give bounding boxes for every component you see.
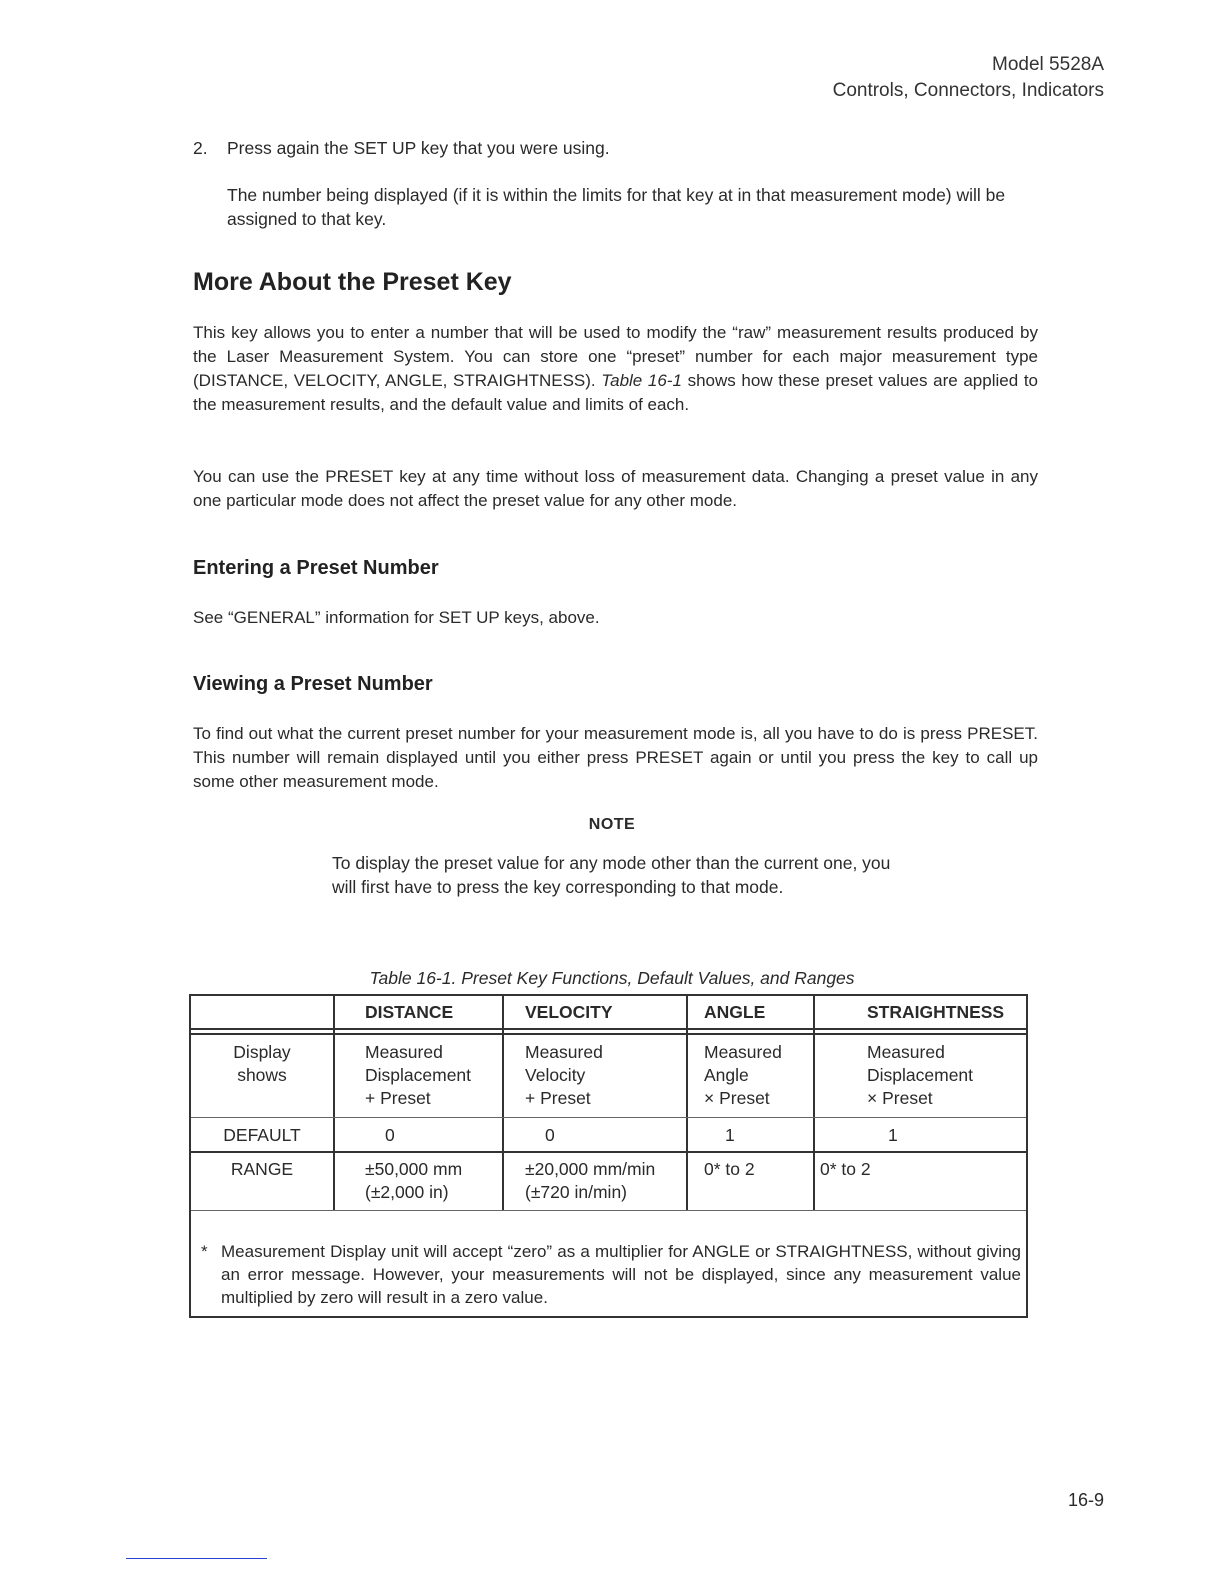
cell-range-straightness: 0* to 2	[820, 1159, 871, 1179]
note-body: To display the preset value for any mode other than the current one, you will first have to press the key corresponding to that mode.	[332, 853, 891, 897]
row-label-range: RANGE	[230, 1159, 294, 1179]
footnote-text: Measurement Display unit will accept “zero” as a multiplier for ANGLE or STRAIGHTNESS, without giving an error message. However, your measurements will not be displayed, since any measurement value multiplied by zero will result in a zero value.	[221, 1242, 1021, 1307]
cell-display-angle	[704, 1041, 782, 1110]
row-rule	[191, 1117, 1026, 1118]
step-text: Press again the SET UP key that you were using.	[227, 138, 610, 158]
cell-line: Displacement	[365, 1065, 472, 1085]
cell-range-velocity	[525, 1158, 655, 1204]
viewing-preset-text: To find out what the current preset number for your measurement mode is, all you have to do is press PRESET. This number will remain displayed until you either press PRESET again or until you press the key to call up some other measurement mode.	[193, 724, 1038, 791]
preset-anytime-paragraph: You can use the PRESET key at any time without loss of measurement data. Changing a preset value in any one particular mode does not affect the preset value for any other mode.	[193, 467, 1038, 510]
preset-table	[189, 994, 1028, 1318]
cell-line: ±20,000 mm/min	[525, 1159, 656, 1179]
section-label: Controls, Connectors, Indicators	[832, 80, 1104, 101]
row-label-default: DEFAULT	[223, 1125, 301, 1145]
step-2-detail: The number being displayed (if it is within the limits for that key at in that measurement mode) will be assigned to that key.	[227, 185, 1006, 229]
cell-range-distance	[365, 1158, 462, 1204]
cell-display-distance	[365, 1041, 471, 1110]
cell-line: × Preset	[704, 1088, 770, 1108]
table-caption: Table 16-1. Preset Key Functions, Default Values, and Ranges	[369, 968, 855, 988]
entering-preset-heading: Entering a Preset Number	[193, 557, 439, 579]
section-title: More About the Preset Key	[193, 268, 512, 296]
cell-display-velocity	[525, 1041, 603, 1110]
entering-preset-text: See “GENERAL” information for SET UP keys, above.	[193, 608, 600, 627]
cell-line: Measured	[525, 1042, 603, 1062]
footnote-mark: *	[201, 1242, 208, 1261]
header-distance: DISTANCE	[365, 1002, 454, 1022]
cell-line: Measured	[704, 1042, 782, 1062]
intro-paragraph	[193, 321, 1038, 417]
cell-line: ±50,000 mm	[365, 1159, 463, 1179]
row-label-display	[191, 1041, 333, 1087]
cell-default-distance: 0	[385, 1125, 395, 1145]
cell-display-straightness	[867, 1041, 973, 1110]
label-line: shows	[237, 1065, 287, 1085]
header-angle: ANGLE	[704, 1002, 766, 1022]
cell-line: (±720 in/min)	[525, 1182, 628, 1202]
header-velocity: VELOCITY	[525, 1002, 613, 1022]
cell-line: × Preset	[867, 1088, 933, 1108]
label-line: Display	[233, 1042, 291, 1062]
cell-default-velocity: 0	[545, 1125, 555, 1145]
header-rule	[191, 1028, 1026, 1030]
cell-line: Angle	[704, 1065, 749, 1085]
page-number: 16-9	[1067, 1490, 1104, 1510]
intro-text-2: shows how these preset values are applied to the measurement results, and the default value and limits of each.	[193, 371, 1038, 414]
cell-line: (±2,000 in)	[365, 1182, 449, 1202]
cell-default-straightness: 1	[888, 1125, 898, 1145]
header-rule	[191, 1033, 1026, 1035]
cell-line: Measured	[867, 1042, 945, 1062]
bottom-rule	[126, 1558, 267, 1559]
intro-text-1: This key allows you to enter a number that will be used to modify the “raw” measurement results produced by the Laser Measurement System. You can store one “preset” number for each major measurement type (DISTANCE, VELOCITY, ANGLE, STRAIGHTNESS).	[193, 323, 1038, 390]
model-label: Model 5528A	[992, 54, 1104, 75]
step-number: 2.	[193, 138, 208, 158]
viewing-preset-heading: Viewing a Preset Number	[193, 673, 433, 695]
cell-line: + Preset	[365, 1088, 431, 1108]
row-rule	[191, 1151, 1026, 1153]
table-reference: Table 16-1	[601, 371, 682, 390]
cell-line: Measured	[365, 1042, 443, 1062]
note-title: NOTE	[588, 816, 636, 833]
page-header	[833, 52, 1104, 104]
cell-line: Velocity	[525, 1065, 586, 1085]
row-rule	[191, 1210, 1026, 1211]
cell-default-angle: 1	[725, 1125, 735, 1145]
header-straightness: STRAIGHTNESS	[867, 1002, 1005, 1022]
cell-line: + Preset	[525, 1088, 591, 1108]
cell-line: Displacement	[867, 1065, 974, 1085]
cell-range-angle: 0* to 2	[704, 1159, 755, 1179]
